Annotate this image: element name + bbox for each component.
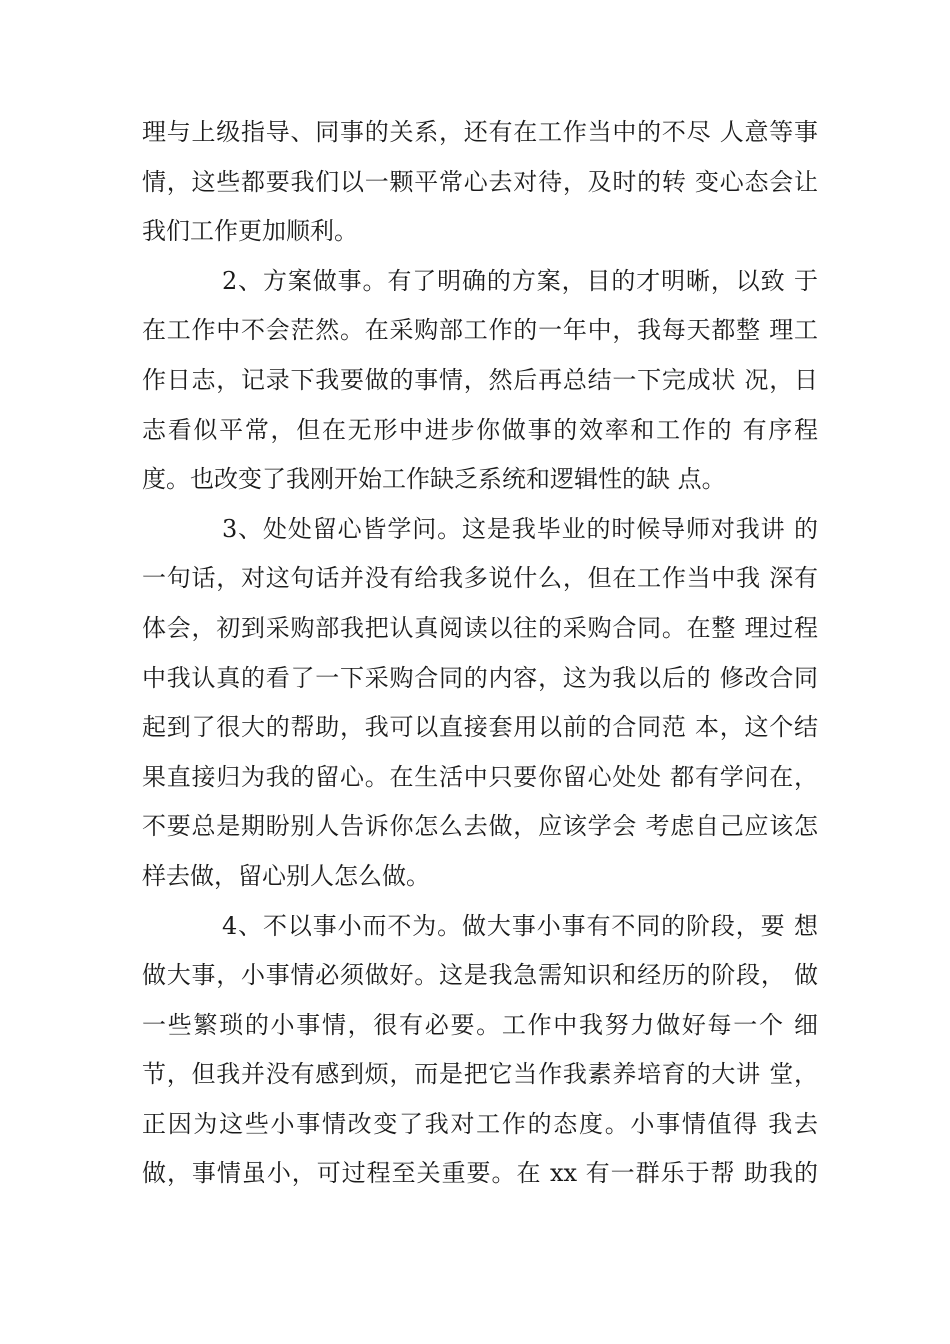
text-line: 果直接归为我的留心。在生活中只要你留心处处 都有学问在， (142, 762, 818, 791)
text-line: 志看似平常，但在无形中进步你做事的效率和工作的 有序程 (142, 415, 818, 444)
body-text (142, 108, 818, 1199)
text-line: 不要总是期盼别人告诉你怎么去做，应该学会 考虑自己应该怎 (142, 812, 818, 841)
text-line: 理与上级指导、同事的关系，还有在工作当中的不尽 人意等事 (142, 118, 818, 146)
text-line: 样去做，留心别人怎么做。 (142, 861, 430, 890)
text-line: 节，但我并没有感到烦，而是把它当作我素养培育的大讲 堂， (142, 1060, 818, 1089)
text-line: 做，事情虽小，可过程至关重要。在 xx 有一群乐于帮 助我的 (142, 1159, 818, 1188)
text-line: 做大事，小事情必须做好。这是我急需知识和经历的阶段， 做 (142, 961, 818, 990)
text-line: 体会，初到采购部我把认真阅读以往的采购合同。在整 理过程 (142, 613, 818, 642)
paragraph-2-first-line: 2、方案做事。有了明确的方案，目的才明晰，以致 于 (222, 266, 818, 295)
text-line: 情，这些都要我们以一颗平常心去对待，及时的转 变心态会让 (142, 167, 818, 196)
paragraph-3-first-line: 3、处处留心皆学问。这是我毕业的时候导师对我讲 的 (222, 514, 818, 543)
text-line: 正因为这些小事情改变了我对工作的态度。小事情值得 我去 (142, 1109, 818, 1138)
text-line: 一句话，对这句话并没有给我多说什么，但在工作当中我 深有 (142, 564, 818, 593)
text-line: 度。也改变了我刚开始工作缺乏系统和逻辑性的缺 点。 (142, 465, 726, 494)
text-line: 我们工作更加顺利。 (142, 217, 358, 246)
paragraph-4-first-line: 4、不以事小而不为。做大事小事有不同的阶段，要 想 (222, 911, 818, 940)
text-line: 一些繁琐的小事情，很有必要。工作中我努力做好每一个 细 (142, 1010, 818, 1039)
text-line: 作日志，记录下我要做的事情，然后再总结一下完成状 况，日 (142, 365, 818, 394)
text-line: 起到了很大的帮助，我可以直接套用以前的合同范 本，这个结 (142, 713, 818, 742)
text-line: 在工作中不会茫然。在采购部工作的一年中，我每天都整 理工 (142, 316, 818, 345)
text-line: 中我认真的看了一下采购合同的内容，这为我以后的 修改合同 (142, 663, 818, 692)
